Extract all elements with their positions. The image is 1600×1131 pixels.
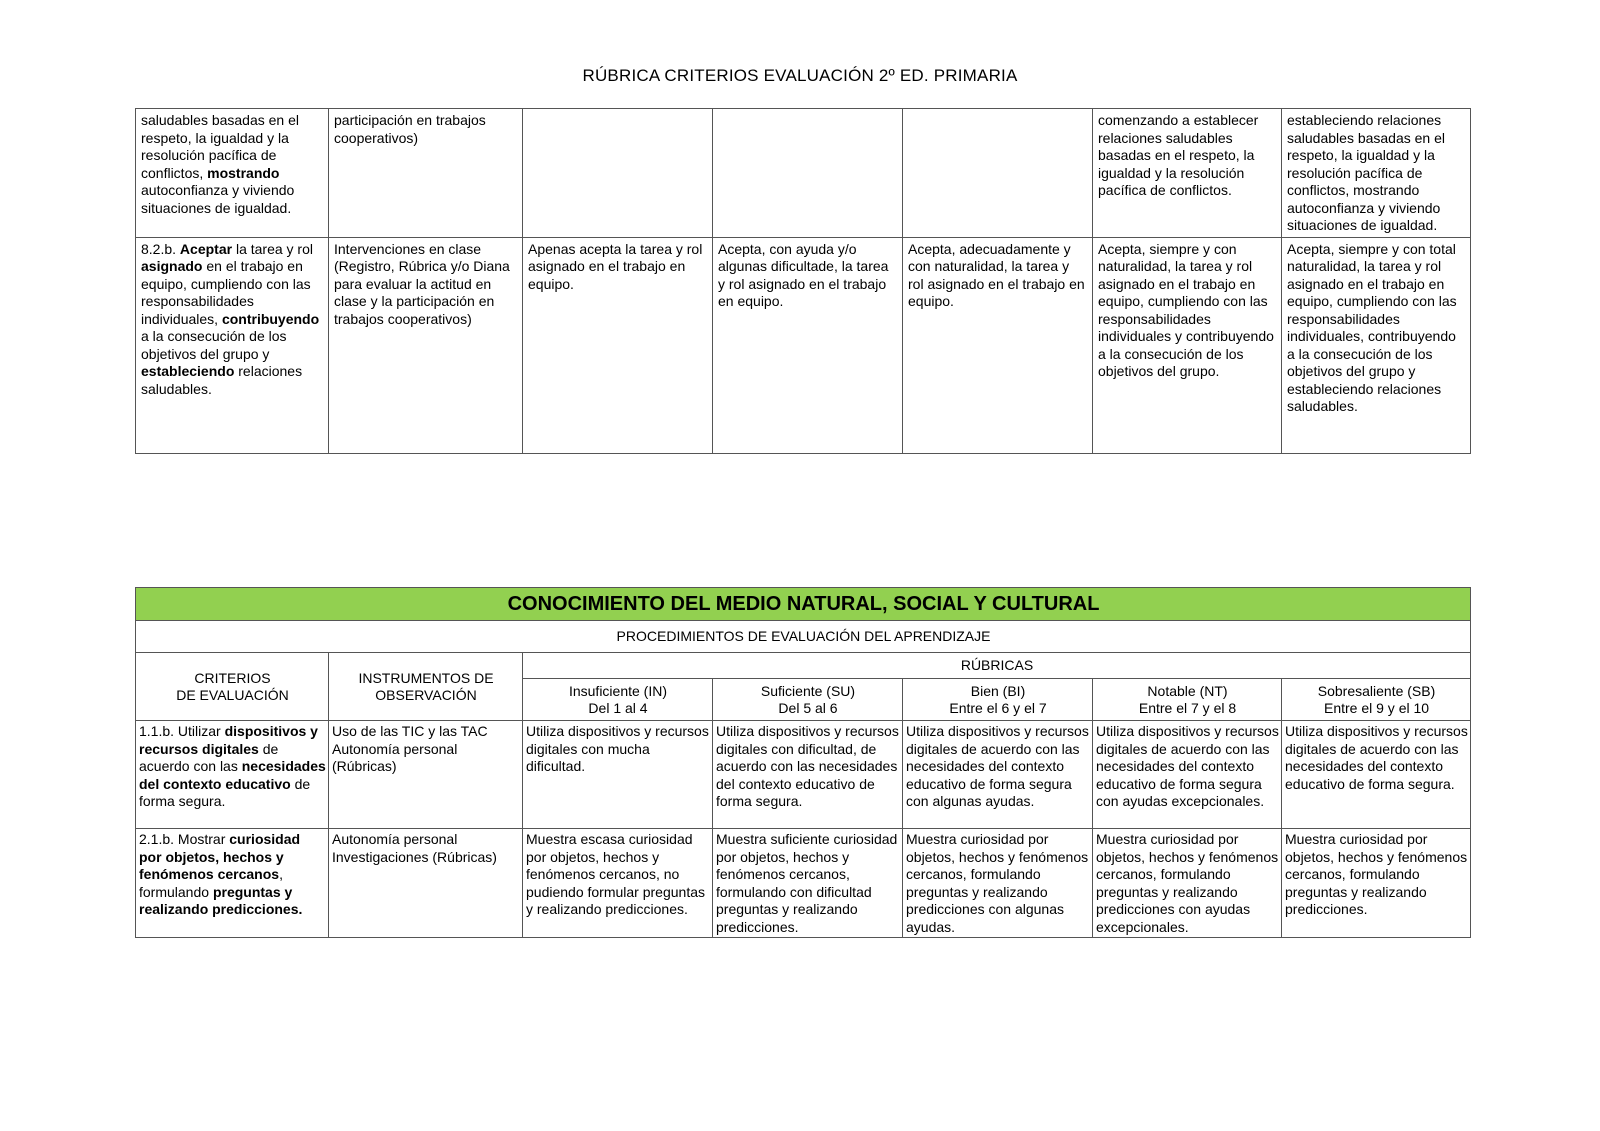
criterion-cell: 1.1.b. Utilizar dispositivos y recursos digitales de acuerdo con las necesidades del contexto educativo de forma segura. [136, 721, 329, 829]
level-nt-cell: Utiliza dispositivos y recursos digitales de acuerdo con las necesidades del contexto educativo de forma segura con ayudas excepcionales. [1093, 721, 1282, 829]
level-sb-cell: Utiliza dispositivos y recursos digitales de acuerdo con las necesidades del contexto educativo de forma segura. [1282, 721, 1471, 829]
level-in-cell: Utiliza dispositivos y recursos digitales con mucha dificultad. [523, 721, 713, 829]
level-header-bi: Bien (BI) Entre el 6 y el 7 [903, 679, 1093, 721]
rubrics-header: RÚBRICAS [523, 653, 1471, 679]
level-su-cell: Utiliza dispositivos y recursos digitales con dificultad, de acuerdo con las necesidades del contexto educativo de forma segura. [713, 721, 903, 829]
instrument-cell: Uso de las TIC y las TAC Autonomía personal (Rúbricas) [329, 721, 523, 829]
level-header-nt: Notable (NT) Entre el 7 y el 8 [1093, 679, 1282, 721]
level-bi-cell: Utiliza dispositivos y recursos digitales de acuerdo con las necesidades del contexto educativo de forma segura con algunas ayudas. [903, 721, 1093, 829]
level-in-cell: Apenas acepta la tarea y rol asignado en el trabajo en equipo. [523, 237, 713, 453]
level-bi-cell [903, 109, 1093, 238]
level-su-cell: Muestra suficiente curiosidad por objetos, hechos y fenómenos cercanos, formulando con dificultad preguntas y realizando predicciones. [713, 829, 903, 938]
level-sb-cell: Acepta, siempre y con total naturalidad, la tarea y rol asignado en el trabajo en equipo, cumpliendo con las responsabilidades individuales, contribuyendo a la consecución de los objetivos del grupo y estableciendo relaciones saludables. [1282, 237, 1471, 453]
criteria-header: CRITERIOS DE EVALUACIÓN [136, 653, 329, 721]
criterion-cell: 8.2.b. Aceptar la tarea y rol asignado en el trabajo en equipo, cumpliendo con las responsabilidades individuales, contribuyendo a la consecución de los objetivos del grupo y estableciendo relaciones saludables. [136, 237, 329, 453]
level-in-cell: Muestra escasa curiosidad por objetos, hechos y fenómenos cercanos, no pudiendo formular preguntas y realizando predicciones. [523, 829, 713, 938]
rubric-table-continued [135, 108, 1471, 454]
level-sb-cell: estableciendo relaciones saludables basadas en el respeto, la igualdad y la resolución pacífica de conflictos, mostrando autoconfianza y viviendo situaciones de igualdad. [1282, 109, 1471, 238]
criterion-cell: saludables basadas en el respeto, la igualdad y la resolución pacífica de conflictos, mostrando autoconfianza y viviendo situaciones de igualdad. [136, 109, 329, 238]
instruments-header: INSTRUMENTOS DE OBSERVACIÓN [329, 653, 523, 721]
level-nt-cell: Acepta, siempre y con naturalidad, la tarea y rol asignado en el trabajo en equipo, cumpliendo con las responsabilidades individuales y contribuyendo a la consecución de los objetivos del grupo. [1093, 237, 1282, 453]
level-header-sb: Sobresaliente (SB) Entre el 9 y el 10 [1282, 679, 1471, 721]
level-in-cell [523, 109, 713, 238]
subject-title: CONOCIMIENTO DEL MEDIO NATURAL, SOCIAL Y CULTURAL [136, 588, 1471, 621]
table-title-row [136, 588, 1471, 621]
level-su-cell: Acepta, con ayuda y/o algunas dificultade, la tarea y rol asignado en el trabajo en equipo. [713, 237, 903, 453]
procedures-row [136, 621, 1471, 653]
header-row [136, 653, 1471, 679]
level-nt-cell: Muestra curiosidad por objetos, hechos y fenómenos cercanos, formulando preguntas y realizando predicciones con ayudas excepcionales. [1093, 829, 1282, 938]
instrument-cell: participación en trabajos cooperativos) [329, 109, 523, 238]
table-row [136, 237, 1471, 453]
level-nt-cell: comenzando a establecer relaciones saludables basadas en el respeto, la igualdad y la resolución pacífica de conflictos. [1093, 109, 1282, 238]
rubric-table-conocimiento-medio [135, 587, 1471, 938]
level-su-cell [713, 109, 903, 238]
table-row [136, 721, 1471, 829]
instrument-cell: Autonomía personal Investigaciones (Rúbricas) [329, 829, 523, 938]
level-bi-cell: Acepta, adecuadamente y con naturalidad, la tarea y rol asignado en el trabajo en equipo. [903, 237, 1093, 453]
table-row [136, 829, 1471, 938]
table-row [136, 109, 1471, 238]
level-header-su: Suficiente (SU) Del 5 al 6 [713, 679, 903, 721]
procedures-header: PROCEDIMIENTOS DE EVALUACIÓN DEL APRENDIZAJE [136, 621, 1471, 653]
page-title: RÚBRICA CRITERIOS EVALUACIÓN 2º ED. PRIMARIA [582, 66, 1018, 85]
instrument-cell: Intervenciones en clase (Registro, Rúbrica y/o Diana para evaluar la actitud en clase y la participación en trabajos cooperativos) [329, 237, 523, 453]
level-header-in: Insuficiente (IN) Del 1 al 4 [523, 679, 713, 721]
level-sb-cell: Muestra curiosidad por objetos, hechos y fenómenos cercanos, formulando preguntas y realizando predicciones. [1282, 829, 1471, 938]
level-bi-cell: Muestra curiosidad por objetos, hechos y fenómenos cercanos, formulando preguntas y realizando predicciones con algunas ayudas. [903, 829, 1093, 938]
criterion-cell: 2.1.b. Mostrar curiosidad por objetos, hechos y fenómenos cercanos, formulando preguntas y realizando predicciones. [136, 829, 329, 938]
